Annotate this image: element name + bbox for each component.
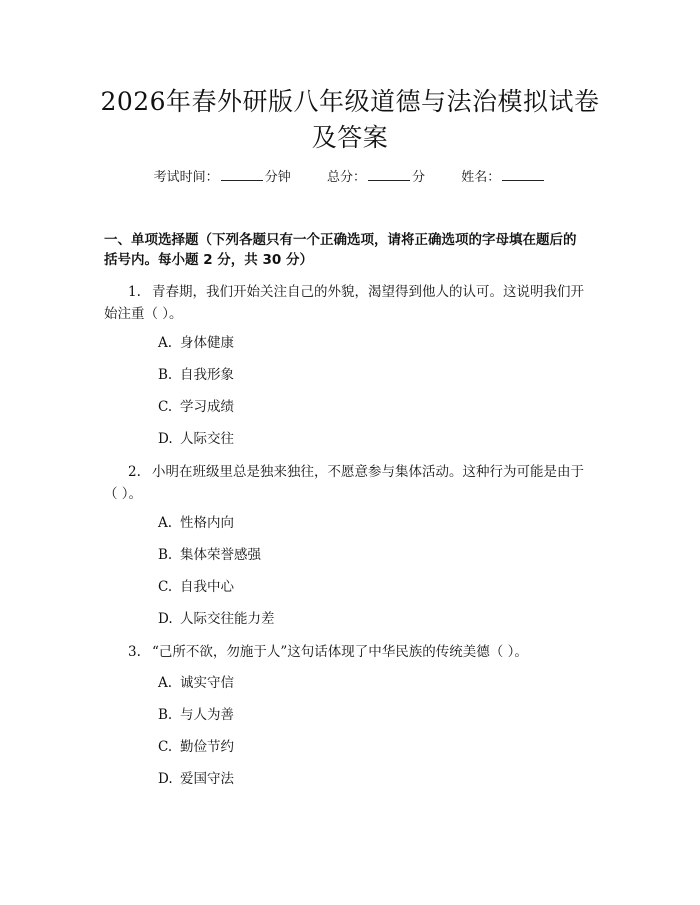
- option-letter: B.: [158, 367, 173, 383]
- question-2-option-d: [158, 609, 275, 629]
- question-2-number: 2.: [128, 464, 141, 480]
- question-2-stem: [104, 460, 600, 484]
- time-blank[interactable]: [221, 168, 263, 181]
- option-text: 性格内向: [180, 515, 234, 531]
- question-1-stem-line-2: 始注重（ ）。: [104, 306, 183, 322]
- option-text: 集体荣誉感强: [180, 547, 261, 563]
- score-blank[interactable]: [368, 168, 410, 181]
- section-heading-line-1: 一、单项选择题（下列各题只有一个正确选项，请将正确选项的字母填在题后的: [104, 232, 577, 248]
- option-text: 诚实守信: [180, 675, 234, 691]
- question-1-option-a: [158, 333, 234, 353]
- option-letter: A.: [158, 675, 173, 691]
- question-2-option-c: [158, 577, 234, 597]
- question-2-option-b: [158, 545, 261, 565]
- option-text: 与人为善: [180, 707, 234, 723]
- question-3-option-b: [158, 705, 234, 725]
- question-1-number: 1.: [128, 284, 141, 300]
- question-3-option-a: [158, 673, 234, 693]
- question-1-option-c: [158, 397, 234, 417]
- question-1-option-d: [158, 429, 234, 449]
- question-1-stem-line-1: 青春期，我们开始关注自己的外貌，渴望得到他人的认可。这说明我们开: [152, 284, 584, 300]
- name-blank[interactable]: [502, 168, 544, 181]
- option-letter: D.: [158, 611, 173, 627]
- option-text: 爱国守法: [180, 771, 234, 787]
- question-3-number: 3.: [128, 644, 141, 660]
- option-letter: B.: [158, 547, 173, 563]
- score-label: 总分：: [326, 170, 366, 185]
- time-unit: 分钟: [264, 170, 291, 185]
- title-line-2: 及答案: [311, 123, 389, 152]
- section-heading-line-2: 括号内。每小题 2 分，共 30 分）: [104, 252, 313, 268]
- question-1-option-b: [158, 365, 234, 385]
- question-3-stem: [104, 640, 600, 664]
- question-3-stem-line-1: “己所不欲，勿施于人”这句话体现了中华民族的传统美德（ ）。: [152, 644, 528, 660]
- option-text: 勤俭节约: [180, 739, 234, 755]
- question-3-option-d: [158, 769, 234, 789]
- option-letter: C.: [158, 399, 173, 415]
- option-letter: C.: [158, 739, 173, 755]
- question-2-stem-line-1: 小明在班级里总是独来独往，不愿意参与集体活动。这种行为可能是由于: [152, 464, 584, 480]
- option-letter: B.: [158, 707, 173, 723]
- option-letter: D.: [158, 771, 173, 787]
- question-3-option-c: [158, 737, 234, 757]
- score-unit: 分: [412, 170, 426, 185]
- option-text: 身体健康: [180, 335, 234, 351]
- option-text: 人际交往能力差: [180, 611, 275, 627]
- title-line-1: 2026年春外研版八年级道德与法治模拟试卷: [100, 87, 600, 116]
- option-text: 自我中心: [180, 579, 234, 595]
- name-label: 姓名：: [461, 170, 501, 185]
- time-label: 考试时间：: [153, 170, 219, 185]
- option-text: 人际交往: [180, 431, 234, 447]
- option-text: 自我形象: [180, 367, 234, 383]
- option-letter: A.: [158, 515, 173, 531]
- option-letter: D.: [158, 431, 173, 447]
- question-1-stem: [104, 280, 600, 304]
- option-text: 学习成绩: [180, 399, 234, 415]
- option-letter: A.: [158, 335, 173, 351]
- exam-info-line: [0, 168, 700, 188]
- question-2-stem-line-2: （ ）。: [104, 486, 143, 502]
- option-letter: C.: [158, 579, 173, 595]
- question-2-option-a: [158, 513, 234, 533]
